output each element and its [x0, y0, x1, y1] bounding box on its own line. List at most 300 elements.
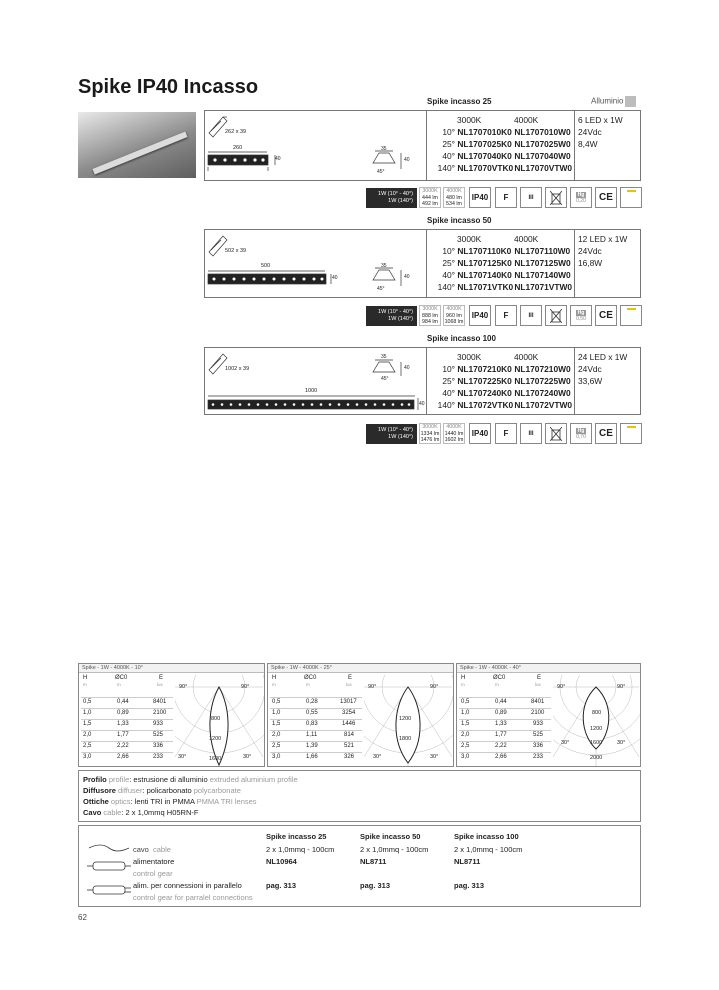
code-angle: 140°	[437, 163, 455, 173]
property-value: : lenti TRI in PMMA	[130, 797, 195, 806]
unit-diam: m	[117, 682, 121, 687]
lumen-temp: 3000K	[422, 424, 438, 430]
code-row	[427, 400, 572, 410]
power-line: 1W (140°)	[388, 434, 413, 440]
hg-value: 0,70	[576, 433, 586, 440]
photometric-header: Spike - 1W - 4000K - 10°	[79, 664, 264, 673]
table-row	[459, 708, 551, 719]
col-diam: ØC0	[304, 675, 317, 681]
lumen-value: 960 lm	[446, 312, 462, 319]
led-driver-icon	[620, 187, 642, 208]
unit-diam: m	[495, 682, 499, 687]
beam-angle: 45°	[377, 286, 385, 292]
profile-width: 35	[381, 263, 387, 269]
accessory-label-en: control gear for parralel connections	[133, 893, 253, 902]
property-label: Cavo	[83, 808, 102, 817]
code-3000: NL1707010K0	[457, 127, 512, 137]
overall-dims: 502 x 39	[225, 248, 247, 254]
cell: 2,22	[495, 743, 507, 749]
table-row	[459, 719, 551, 730]
cell: 1,66	[306, 754, 318, 760]
length-dim: 1000	[305, 388, 318, 394]
property-en-label: diffuser	[115, 786, 143, 795]
power-line: 1W (10° - 40°)	[378, 309, 413, 315]
accessories-box	[78, 825, 641, 907]
code-4000: NL1707010W0	[514, 127, 571, 137]
lumen-3000	[419, 187, 441, 208]
f-mark-icon: F	[495, 423, 517, 444]
unit-h: m	[461, 682, 465, 687]
code-angle: 140°	[437, 400, 455, 410]
beam-angle: 45°	[381, 376, 389, 382]
cell: 3,0	[83, 754, 92, 760]
cell: 2,0	[272, 732, 281, 738]
table-row	[270, 697, 362, 708]
cell: 2,5	[461, 743, 470, 749]
property-label: Diffusore	[83, 786, 116, 795]
ip-rating-icon: IP40	[469, 187, 491, 208]
height-dim: 40	[275, 156, 281, 162]
cell: 1,5	[83, 721, 92, 727]
unit-e: lux	[157, 682, 163, 687]
temp-3000: 3000K	[457, 115, 482, 125]
lumen-value: 1068 lm	[444, 319, 464, 325]
property-value-en: extruded aluminium profile	[207, 775, 298, 784]
unit-diam: m	[306, 682, 310, 687]
property-value-en: polycarbonate	[191, 786, 241, 795]
length-dim: 260	[233, 145, 243, 151]
beam-angle: 45°	[377, 169, 385, 175]
led-driver-icon	[620, 423, 642, 444]
lumen-4000	[443, 423, 465, 444]
power-box	[366, 188, 417, 208]
cell: 8401	[153, 699, 167, 705]
table-row	[270, 719, 362, 730]
photometric-header: Spike - 1W - 4000K - 40°	[457, 664, 640, 673]
accessory-col-header: Spike incasso 25	[266, 832, 327, 841]
property-en-label: optics	[108, 797, 131, 806]
voltage: 24Vdc	[578, 127, 602, 137]
profile-height: 40	[404, 365, 410, 371]
code-3000: NL17072VTK0	[457, 400, 514, 410]
code-3000: NL1707225K0	[457, 376, 512, 386]
code-3000: NL17070VTK0	[457, 163, 514, 173]
lumen-temp: 4000K	[446, 306, 462, 312]
wattage: 8,4W	[578, 139, 598, 149]
cell: 2,0	[83, 732, 92, 738]
cell: 2,22	[117, 743, 129, 749]
cell: 336	[533, 743, 544, 749]
code-row	[427, 258, 571, 268]
length-dim: 500	[261, 263, 271, 269]
property-value: : estrusione di alluminio	[129, 775, 208, 784]
unit-e: lux	[535, 682, 541, 687]
properties-box	[78, 770, 641, 822]
table-row	[81, 719, 173, 730]
angle-label: 90°	[179, 684, 188, 690]
accessory-label: cavo	[133, 845, 149, 854]
lumen-temp: 4000K	[446, 188, 462, 194]
cell: 814	[344, 732, 355, 738]
material-swatch	[625, 96, 636, 107]
profile-width: 35	[381, 354, 387, 360]
col-e: E	[348, 675, 353, 681]
col-h: H	[83, 675, 88, 681]
code-row	[427, 282, 572, 292]
code-4000: NL1707210W0	[514, 364, 571, 374]
code-row	[427, 246, 570, 256]
photometric-table	[459, 675, 551, 765]
accessory-col-header: Spike incasso 100	[454, 832, 519, 841]
cell: 8401	[531, 699, 545, 705]
ring-label: 1600	[590, 740, 603, 746]
code-3000: NL1707210K0	[457, 364, 512, 374]
accessory-code: NL10964	[266, 857, 297, 866]
code-angle: 40°	[442, 388, 455, 398]
ce-mark-icon: CE	[595, 423, 617, 444]
ring-label: 1200	[209, 736, 222, 742]
lumen-value: 444 lm	[422, 194, 438, 201]
code-4000: NL1707025W0	[514, 139, 571, 149]
col-diam: ØC0	[493, 675, 506, 681]
property-label: Ottiche	[83, 797, 109, 806]
accessory-label-en: cable	[153, 845, 171, 854]
property-row	[83, 785, 636, 796]
angle-label: 90°	[241, 684, 250, 690]
table-row	[459, 697, 551, 708]
temp-4000: 4000K	[514, 352, 539, 362]
page-number: 62	[78, 913, 87, 922]
cell: 0,28	[306, 699, 318, 705]
code-angle: 10°	[442, 246, 455, 256]
unit-h: m	[272, 682, 276, 687]
ring-label: 1800	[399, 736, 412, 742]
table-row	[81, 697, 173, 708]
lumen-value: 492 lm	[422, 201, 438, 207]
accessory-label: alim. per connessioni in parallelo	[133, 881, 242, 890]
ip-rating-icon: IP40	[469, 305, 491, 326]
angle-label: 30°	[561, 740, 570, 746]
technical-drawing	[204, 347, 427, 415]
class-iii-icon: III	[520, 423, 542, 444]
photometric-table	[81, 675, 173, 765]
cell: 3,0	[272, 754, 281, 760]
cell: 0,44	[117, 699, 129, 705]
class-iii-icon: III	[520, 187, 542, 208]
cell: 0,89	[117, 710, 129, 716]
wattage: 33,6W	[578, 376, 603, 386]
cell: 233	[153, 754, 164, 760]
lumen-temp: 3000K	[422, 188, 438, 194]
lumen-3000	[419, 305, 441, 326]
property-value: : policarbonato	[142, 786, 192, 795]
lumen-value: 480 lm	[446, 194, 462, 201]
angle-label: 90°	[368, 684, 377, 690]
power-box	[366, 424, 417, 444]
code-3000: NL1707240K0	[457, 388, 512, 398]
product-photo	[78, 112, 196, 178]
code-angle: 25°	[442, 376, 455, 386]
cell: 1446	[342, 721, 356, 727]
property-value: : 2 x 1,0mmq H05RN-F	[121, 808, 199, 817]
code-4000: NL17072VTW0	[514, 400, 573, 410]
cell: 1,77	[117, 732, 129, 738]
code-angle: 140°	[437, 282, 455, 292]
cell: 2,66	[495, 754, 507, 760]
property-en-label: profile	[106, 775, 130, 784]
accessory-col-header: Spike incasso 50	[360, 832, 421, 841]
height-dim: 40	[332, 275, 338, 281]
weee-bin-icon	[545, 423, 567, 444]
ring-label: 1600	[209, 756, 222, 762]
angle-label: 30°	[178, 754, 187, 760]
accessory-page-ref: pag. 313	[454, 881, 485, 890]
property-row	[83, 807, 636, 818]
ring-label: 1200	[590, 726, 603, 732]
led-driver-icon	[620, 305, 642, 326]
col-e: E	[537, 675, 542, 681]
hg-value: 0,20	[576, 197, 586, 204]
cell: 2,0	[461, 732, 470, 738]
cell: 2100	[531, 710, 545, 716]
temp-3000: 3000K	[457, 234, 482, 244]
ring-label: 2000	[590, 755, 603, 761]
property-row	[83, 774, 636, 785]
cell: 233	[533, 754, 544, 760]
lumen-value: 984 lm	[422, 319, 438, 325]
weee-bin-icon	[545, 187, 567, 208]
code-angle: 25°	[442, 258, 455, 268]
table-row	[270, 741, 362, 752]
code-4000: NL17070VTW0	[514, 163, 573, 173]
cell: 933	[153, 721, 164, 727]
code-3000: NL1707125K0	[457, 258, 512, 268]
col-h: H	[272, 675, 277, 681]
code-3000: NL1707025K0	[457, 139, 512, 149]
temp-3000: 3000K	[457, 352, 482, 362]
technical-drawing	[204, 110, 427, 181]
cell: 933	[533, 721, 544, 727]
table-row	[459, 730, 551, 741]
temp-4000: 4000K	[514, 234, 539, 244]
code-3000: NL1707110K0	[457, 246, 512, 256]
accessory-label: alimentatore	[133, 857, 175, 866]
power-box	[366, 306, 417, 326]
code-4000: NL1707040W0	[514, 151, 571, 161]
cell: 326	[344, 754, 355, 760]
lumen-3000	[419, 423, 441, 444]
spec-table	[427, 229, 641, 298]
cell: 0,83	[306, 721, 318, 727]
col-diam: ØC0	[115, 675, 128, 681]
photometric-header: Spike - 1W - 4000K - 25°	[268, 664, 453, 673]
ring-label: 800	[211, 716, 221, 722]
code-row	[427, 270, 571, 280]
code-4000: NL1707225W0	[514, 376, 571, 386]
code-row	[427, 139, 571, 149]
code-angle: 40°	[442, 270, 455, 280]
profile-width: 35	[381, 146, 387, 152]
lumen-value: 1334 lm	[420, 430, 440, 437]
cell: 0,5	[272, 699, 281, 705]
code-3000: NL17071VTK0	[457, 282, 514, 292]
property-value-en: PMMA TRI lenses	[194, 797, 257, 806]
led-count: 12 LED x 1W	[578, 234, 628, 244]
cell: 1,77	[495, 732, 507, 738]
page-title: Spike IP40 Incasso	[78, 76, 259, 98]
cell: 1,0	[272, 710, 281, 716]
lumen-4000	[443, 305, 465, 326]
accessory-value: 2 x 1,0mmq - 100cm	[360, 845, 429, 854]
col-e: E	[159, 675, 164, 681]
table-row	[270, 730, 362, 741]
angle-label: 90°	[430, 684, 439, 690]
drawing-svg	[205, 348, 426, 414]
temp-4000: 4000K	[514, 115, 539, 125]
cell: 0,55	[306, 710, 318, 716]
code-4000: NL1707110W0	[514, 246, 571, 256]
section-title: Spike incasso 100	[427, 334, 496, 343]
cell: 521	[344, 743, 355, 749]
accessory-page-ref: pag. 313	[360, 881, 391, 890]
profile-height: 40	[404, 157, 410, 163]
spec-table	[427, 110, 641, 181]
accessory-code: NL8711	[454, 857, 481, 866]
section-title: Spike incasso 25	[427, 97, 492, 106]
lumen-temp: 4000K	[446, 424, 462, 430]
accessory-label-en: control gear	[133, 869, 173, 878]
code-angle: 10°	[442, 127, 455, 137]
class-iii-icon: III	[520, 305, 542, 326]
code-4000: NL1707240W0	[514, 388, 571, 398]
hg-value: 0,50	[576, 315, 586, 322]
table-row	[459, 752, 551, 763]
accessory-value: 2 x 1,0mmq - 100cm	[266, 845, 335, 854]
cell: 2,5	[272, 743, 281, 749]
table-row	[81, 741, 173, 752]
hg-icon: Hg 0,70	[570, 423, 592, 444]
photometric-table	[270, 675, 362, 765]
col-h: H	[461, 675, 466, 681]
cell: 1,33	[495, 721, 507, 727]
ring-label: 800	[592, 710, 602, 716]
material-text: Alluminio	[591, 96, 624, 106]
code-row	[427, 151, 571, 161]
profile-height: 40	[404, 274, 410, 280]
table-row	[81, 730, 173, 741]
lumen-value: 888 lm	[422, 312, 438, 319]
cell: 0,44	[495, 699, 507, 705]
hg-icon: Hg 0,50	[570, 305, 592, 326]
code-row	[427, 127, 571, 137]
lumen-value: 534 lm	[446, 201, 462, 207]
table-row	[270, 752, 362, 763]
property-en-label: cable	[101, 808, 122, 817]
code-4000: NL17071VTW0	[514, 282, 573, 292]
code-4000: NL1707125W0	[514, 258, 571, 268]
f-mark-icon: F	[495, 305, 517, 326]
hg-icon: Hg 0,20	[570, 187, 592, 208]
table-row	[81, 752, 173, 763]
code-angle: 25°	[442, 139, 455, 149]
accessory-icons	[87, 842, 131, 904]
f-mark-icon: F	[495, 187, 517, 208]
cell: 13017	[340, 699, 357, 705]
code-row	[427, 163, 572, 173]
weee-bin-icon	[545, 305, 567, 326]
lumen-value: 1440 lm	[444, 430, 464, 437]
cell: 2,66	[117, 754, 129, 760]
cell: 1,39	[306, 743, 318, 749]
property-label: Profilo	[83, 775, 107, 784]
cell: 1,5	[461, 721, 470, 727]
overall-dims: 1002 x 39	[225, 366, 250, 372]
angle-label: 30°	[373, 754, 382, 760]
ce-mark-icon: CE	[595, 187, 617, 208]
code-4000: NL1707140W0	[514, 270, 571, 280]
code-row	[427, 376, 571, 386]
table-row	[81, 708, 173, 719]
code-3000: NL1707140K0	[457, 270, 512, 280]
power-line: 1W (140°)	[388, 198, 413, 204]
angle-label: 30°	[430, 754, 439, 760]
photometric-panel	[456, 663, 641, 767]
angle-label: 90°	[617, 684, 626, 690]
angle-label: 30°	[243, 754, 252, 760]
cell: 0,5	[83, 699, 92, 705]
lumen-temp: 3000K	[422, 306, 438, 312]
spec-table	[427, 347, 641, 415]
overall-dims: 262 x 39	[225, 129, 247, 135]
unit-e: lux	[346, 682, 352, 687]
lumen-value: 1602 lm	[444, 437, 464, 443]
property-row	[83, 796, 636, 807]
technical-drawing	[204, 229, 427, 298]
photometric-panel	[267, 663, 454, 767]
table-row	[270, 708, 362, 719]
voltage: 24Vdc	[578, 246, 602, 256]
drawing-svg	[205, 230, 426, 297]
power-line: 1W (10° - 40°)	[378, 191, 413, 197]
voltage: 24Vdc	[578, 364, 602, 374]
cell: 2,5	[83, 743, 92, 749]
cell: 1,11	[306, 732, 318, 738]
power-line: 1W (140°)	[388, 316, 413, 322]
cell: 1,0	[83, 710, 92, 716]
code-row	[427, 364, 571, 374]
code-angle: 10°	[442, 364, 455, 374]
height-dim: 40	[419, 401, 425, 407]
cell: 3,0	[461, 754, 470, 760]
cell: 525	[153, 732, 164, 738]
accessory-code: NL8711	[360, 857, 387, 866]
code-row	[427, 388, 571, 398]
ip-rating-icon: IP40	[469, 423, 491, 444]
cell: 1,5	[272, 721, 281, 727]
ce-mark-icon: CE	[595, 305, 617, 326]
ring-label: 1200	[399, 716, 412, 722]
accessory-value: 2 x 1,0mmq - 100cm	[454, 845, 523, 854]
angle-label: 90°	[557, 684, 566, 690]
wattage: 16,8W	[578, 258, 603, 268]
code-angle: 40°	[442, 151, 455, 161]
photometric-panel	[78, 663, 265, 767]
cell: 525	[533, 732, 544, 738]
cell: 3254	[342, 710, 356, 716]
led-count: 24 LED x 1W	[578, 352, 628, 362]
section-title: Spike incasso 50	[427, 216, 492, 225]
power-line: 1W (10° - 40°)	[378, 427, 413, 433]
